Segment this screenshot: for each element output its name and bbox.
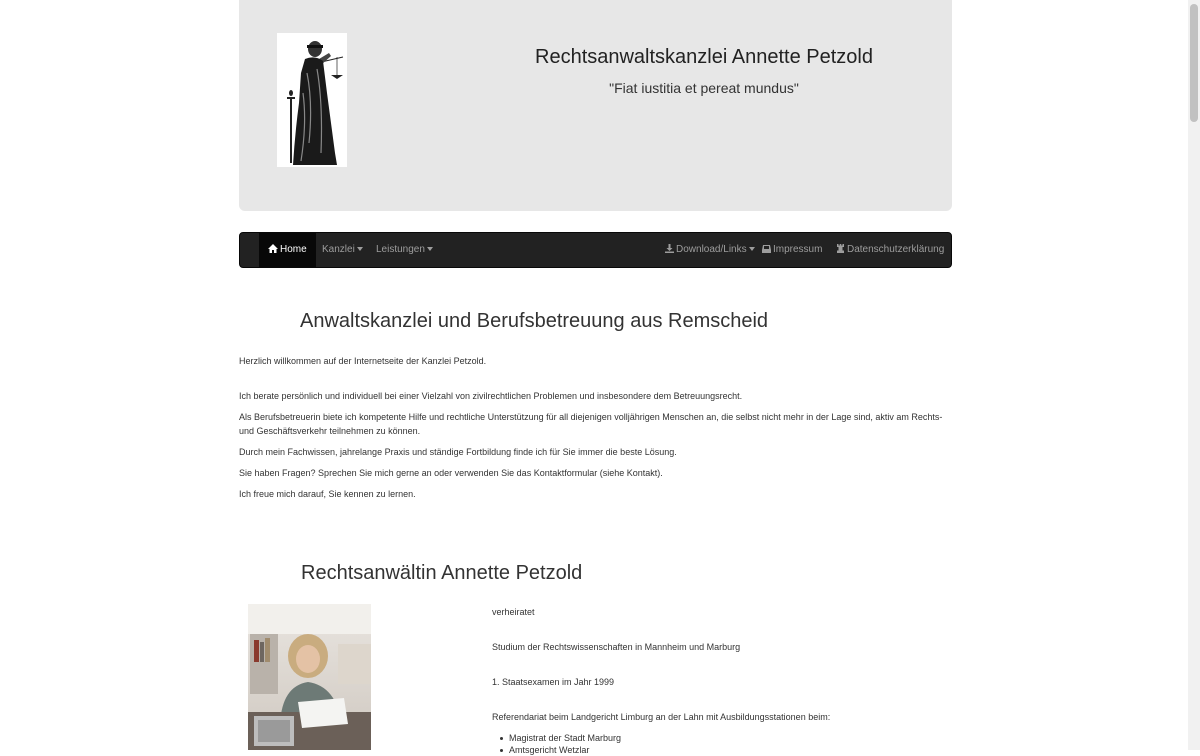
- site-header: [239, 0, 952, 211]
- justitia-logo: [277, 33, 347, 167]
- nav-datenschutz-label: Datenschutzerklärung: [847, 244, 945, 255]
- chevron-down-icon: [749, 247, 755, 251]
- nav-impressum[interactable]: [762, 233, 822, 267]
- nav-kanzlei[interactable]: [322, 233, 363, 267]
- intro-paragraph-advice: Ich berate persönlich und individuell bei einer Vielzahl von zivilrechtlichen Problemen und insbesondere dem Betreuungsrecht.: [239, 391, 743, 401]
- scrollbar-thumb[interactable]: [1190, 4, 1198, 122]
- intro-paragraph-betreuung: Als Berufsbetreuerin biete ich kompetente Hilfe und rechtliche Unterstützung für all diejenigen volljährigen Menschen an, die selbst nicht mehr in der Lage sind, aktiv am Rechts- und Geschäftsverkehr teilnehmen zu können.: [239, 412, 943, 436]
- nav-home[interactable]: [259, 233, 316, 267]
- nav-download-links[interactable]: [665, 233, 755, 267]
- intro-paragraph-welcome: Herzlich willkommen auf der Internetseite der Kanzlei Petzold.: [239, 356, 487, 366]
- site-motto: "Fiat iustitia et pereat mundus": [609, 80, 799, 96]
- chevron-down-icon: [357, 247, 363, 251]
- download-icon: [665, 234, 674, 268]
- profile-line-married: verheiratet: [492, 607, 535, 617]
- profile-line-study: Studium der Rechtswissenschaften in Mannheim und Marburg: [492, 642, 741, 652]
- intro-heading: Anwaltskanzlei und Berufsbetreuung aus Remscheid: [300, 310, 769, 332]
- nav-datenschutz[interactable]: [836, 233, 944, 267]
- nav-impressum-label: Impressum: [773, 244, 823, 255]
- inbox-icon: [762, 234, 771, 268]
- list-item: Amtsgericht Wetzlar: [509, 745, 590, 755]
- profile-line-exam: 1. Staatsexamen im Jahr 1999: [492, 677, 615, 687]
- intro-paragraph-expertise: Durch mein Fachwissen, jahrelange Praxis und ständige Fortbildung finde ich für Sie immer die beste Lösung.: [239, 447, 677, 457]
- nav-download-links-label: Download/Links: [676, 244, 747, 255]
- nav-leistungen[interactable]: [376, 233, 433, 267]
- tower-icon: [836, 234, 845, 268]
- list-item: Magistrat der Stadt Marburg: [509, 733, 622, 743]
- nav-leistungen-label: Leistungen: [376, 244, 425, 255]
- nav-kanzlei-label: Kanzlei: [322, 244, 355, 255]
- site-title: Rechtsanwaltskanzlei Annette Petzold: [535, 46, 873, 68]
- profile-photo: [248, 604, 371, 750]
- nav-home-label: Home: [280, 244, 307, 255]
- intro-paragraph-closing: Ich freue mich darauf, Sie kennen zu lernen.: [239, 489, 416, 499]
- intro-paragraph-questions: Sie haben Fragen? Sprechen Sie mich gerne an oder verwenden Sie das Kontaktformular (siehe Kontakt).: [239, 468, 663, 478]
- main-navbar: [239, 232, 952, 268]
- profile-heading: Rechtsanwältin Annette Petzold: [301, 562, 583, 584]
- home-icon: [268, 234, 278, 268]
- chevron-down-icon: [427, 247, 433, 251]
- page-scrollbar[interactable]: [1188, 0, 1200, 750]
- profile-line-referendariat: Referendariat beim Landgericht Limburg an der Lahn mit Ausbildungsstationen beim:: [492, 712, 831, 722]
